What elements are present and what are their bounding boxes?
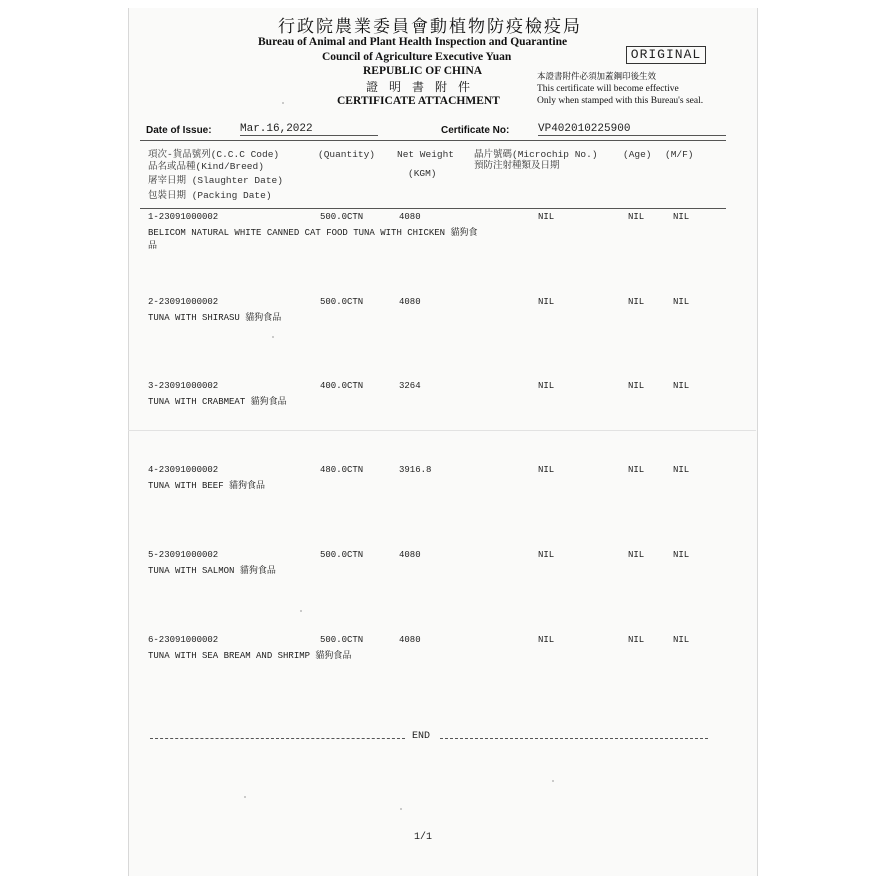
row-weight: 3916.8 <box>399 465 432 475</box>
row-quantity: 500.0CTN <box>320 212 364 222</box>
country-title: REPUBLIC OF CHINA <box>363 65 483 77</box>
column-microchip: 晶片號碼(Microchip No.) <box>474 149 598 160</box>
row-microchip: NIL <box>538 212 555 222</box>
original-stamp: ORIGINAL <box>626 46 706 64</box>
row-sex: NIL <box>673 212 690 222</box>
row-quantity: 500.0CTN <box>320 635 364 645</box>
date-label: Date of Issue: <box>146 125 212 136</box>
row-description-cont: 品 <box>148 241 158 251</box>
row-microchip: NIL <box>538 381 555 391</box>
scan-speck <box>300 610 302 612</box>
row-code: 5-23091000002 <box>148 550 219 560</box>
row-age: NIL <box>628 212 645 222</box>
row-description: BELICOM NATURAL WHITE CANNED CAT FOOD TUNA WITH CHICKEN 貓狗食 <box>148 228 478 238</box>
row-weight: 4080 <box>399 212 421 222</box>
attachment-title-chinese: 證明書附件 <box>366 80 482 94</box>
row-quantity: 500.0CTN <box>320 297 364 307</box>
row-age: NIL <box>628 381 645 391</box>
council-title: Council of Agriculture Executive Yuan <box>322 51 512 63</box>
row-description: TUNA WITH SEA BREAM AND SHRIMP 貓狗食品 <box>148 651 352 661</box>
validity-note-line-2: Only when stamped with this Bureau's seal. <box>537 96 704 106</box>
certificate-label: Certificate No: <box>441 125 510 136</box>
column-slaughter-date: 屠宰日期 (Slaughter Date) <box>148 175 283 186</box>
header-rule-top <box>140 140 726 141</box>
row-description: TUNA WITH BEEF 貓狗食品 <box>148 481 266 491</box>
certificate-number: VP402010225900 <box>538 123 726 136</box>
row-microchip: NIL <box>538 550 555 560</box>
bureau-title-chinese: 行政院農業委員會動植物防疫檢疫局 <box>278 17 582 36</box>
row-description: TUNA WITH CRABMEAT 貓狗食品 <box>148 397 287 407</box>
row-description: TUNA WITH SHIRASU 貓狗食品 <box>148 313 282 323</box>
row-weight: 4080 <box>399 550 421 560</box>
scan-speck <box>552 780 554 782</box>
row-age: NIL <box>628 297 645 307</box>
validity-note-line-1: This certificate will become effective <box>537 84 679 94</box>
row-sex: NIL <box>673 381 690 391</box>
row-sex: NIL <box>673 297 690 307</box>
end-dashes-right <box>440 738 708 739</box>
fold-line <box>128 430 756 431</box>
column-vaccination: 預防注射種類及日期 <box>474 160 560 171</box>
validity-note-chinese: 本證書附件必須加蓋鋼印後生效 <box>537 71 657 81</box>
document-page <box>128 8 758 876</box>
row-age: NIL <box>628 465 645 475</box>
row-microchip: NIL <box>538 635 555 645</box>
row-sex: NIL <box>673 550 690 560</box>
end-marker: END <box>412 731 431 742</box>
row-code: 3-23091000002 <box>148 381 219 391</box>
header-rule-bottom <box>140 208 726 209</box>
column-packing-date: 包裝日期 (Packing Date) <box>148 190 272 201</box>
scan-speck <box>272 336 274 338</box>
attachment-title-english: CERTIFICATE ATTACHMENT <box>337 95 500 107</box>
row-code: 2-23091000002 <box>148 297 219 307</box>
column-item-code: 項次-貨品號列(C.C.C Code) <box>148 149 280 160</box>
row-weight: 3264 <box>399 381 421 391</box>
column-net-weight: Net Weight <box>397 149 455 160</box>
column-weight-unit: (KGM) <box>408 168 437 179</box>
column-quantity: (Quantity) <box>318 149 376 160</box>
row-age: NIL <box>628 635 645 645</box>
row-code: 4-23091000002 <box>148 465 219 475</box>
scan-speck <box>282 102 284 104</box>
end-dashes-left <box>150 738 405 739</box>
row-weight: 4080 <box>399 635 421 645</box>
row-quantity: 400.0CTN <box>320 381 364 391</box>
row-description: TUNA WITH SALMON 貓狗食品 <box>148 566 276 576</box>
column-sex: (M/F) <box>665 149 694 160</box>
row-code: 6-23091000002 <box>148 635 219 645</box>
scan-speck <box>244 796 246 798</box>
date-value: Mar.16,2022 <box>240 123 378 136</box>
row-quantity: 480.0CTN <box>320 465 364 475</box>
row-code: 1-23091000002 <box>148 212 219 222</box>
row-age: NIL <box>628 550 645 560</box>
row-sex: NIL <box>673 635 690 645</box>
row-microchip: NIL <box>538 465 555 475</box>
page-number: 1/1 <box>414 832 433 843</box>
column-age: (Age) <box>623 149 652 160</box>
row-quantity: 500.0CTN <box>320 550 364 560</box>
row-sex: NIL <box>673 465 690 475</box>
row-weight: 4080 <box>399 297 421 307</box>
scan-speck <box>400 808 402 810</box>
row-microchip: NIL <box>538 297 555 307</box>
bureau-title-english: Bureau of Animal and Plant Health Inspection and Quarantine <box>258 36 568 48</box>
column-kind-breed: 品名或品種(Kind/Breed) <box>148 161 264 172</box>
